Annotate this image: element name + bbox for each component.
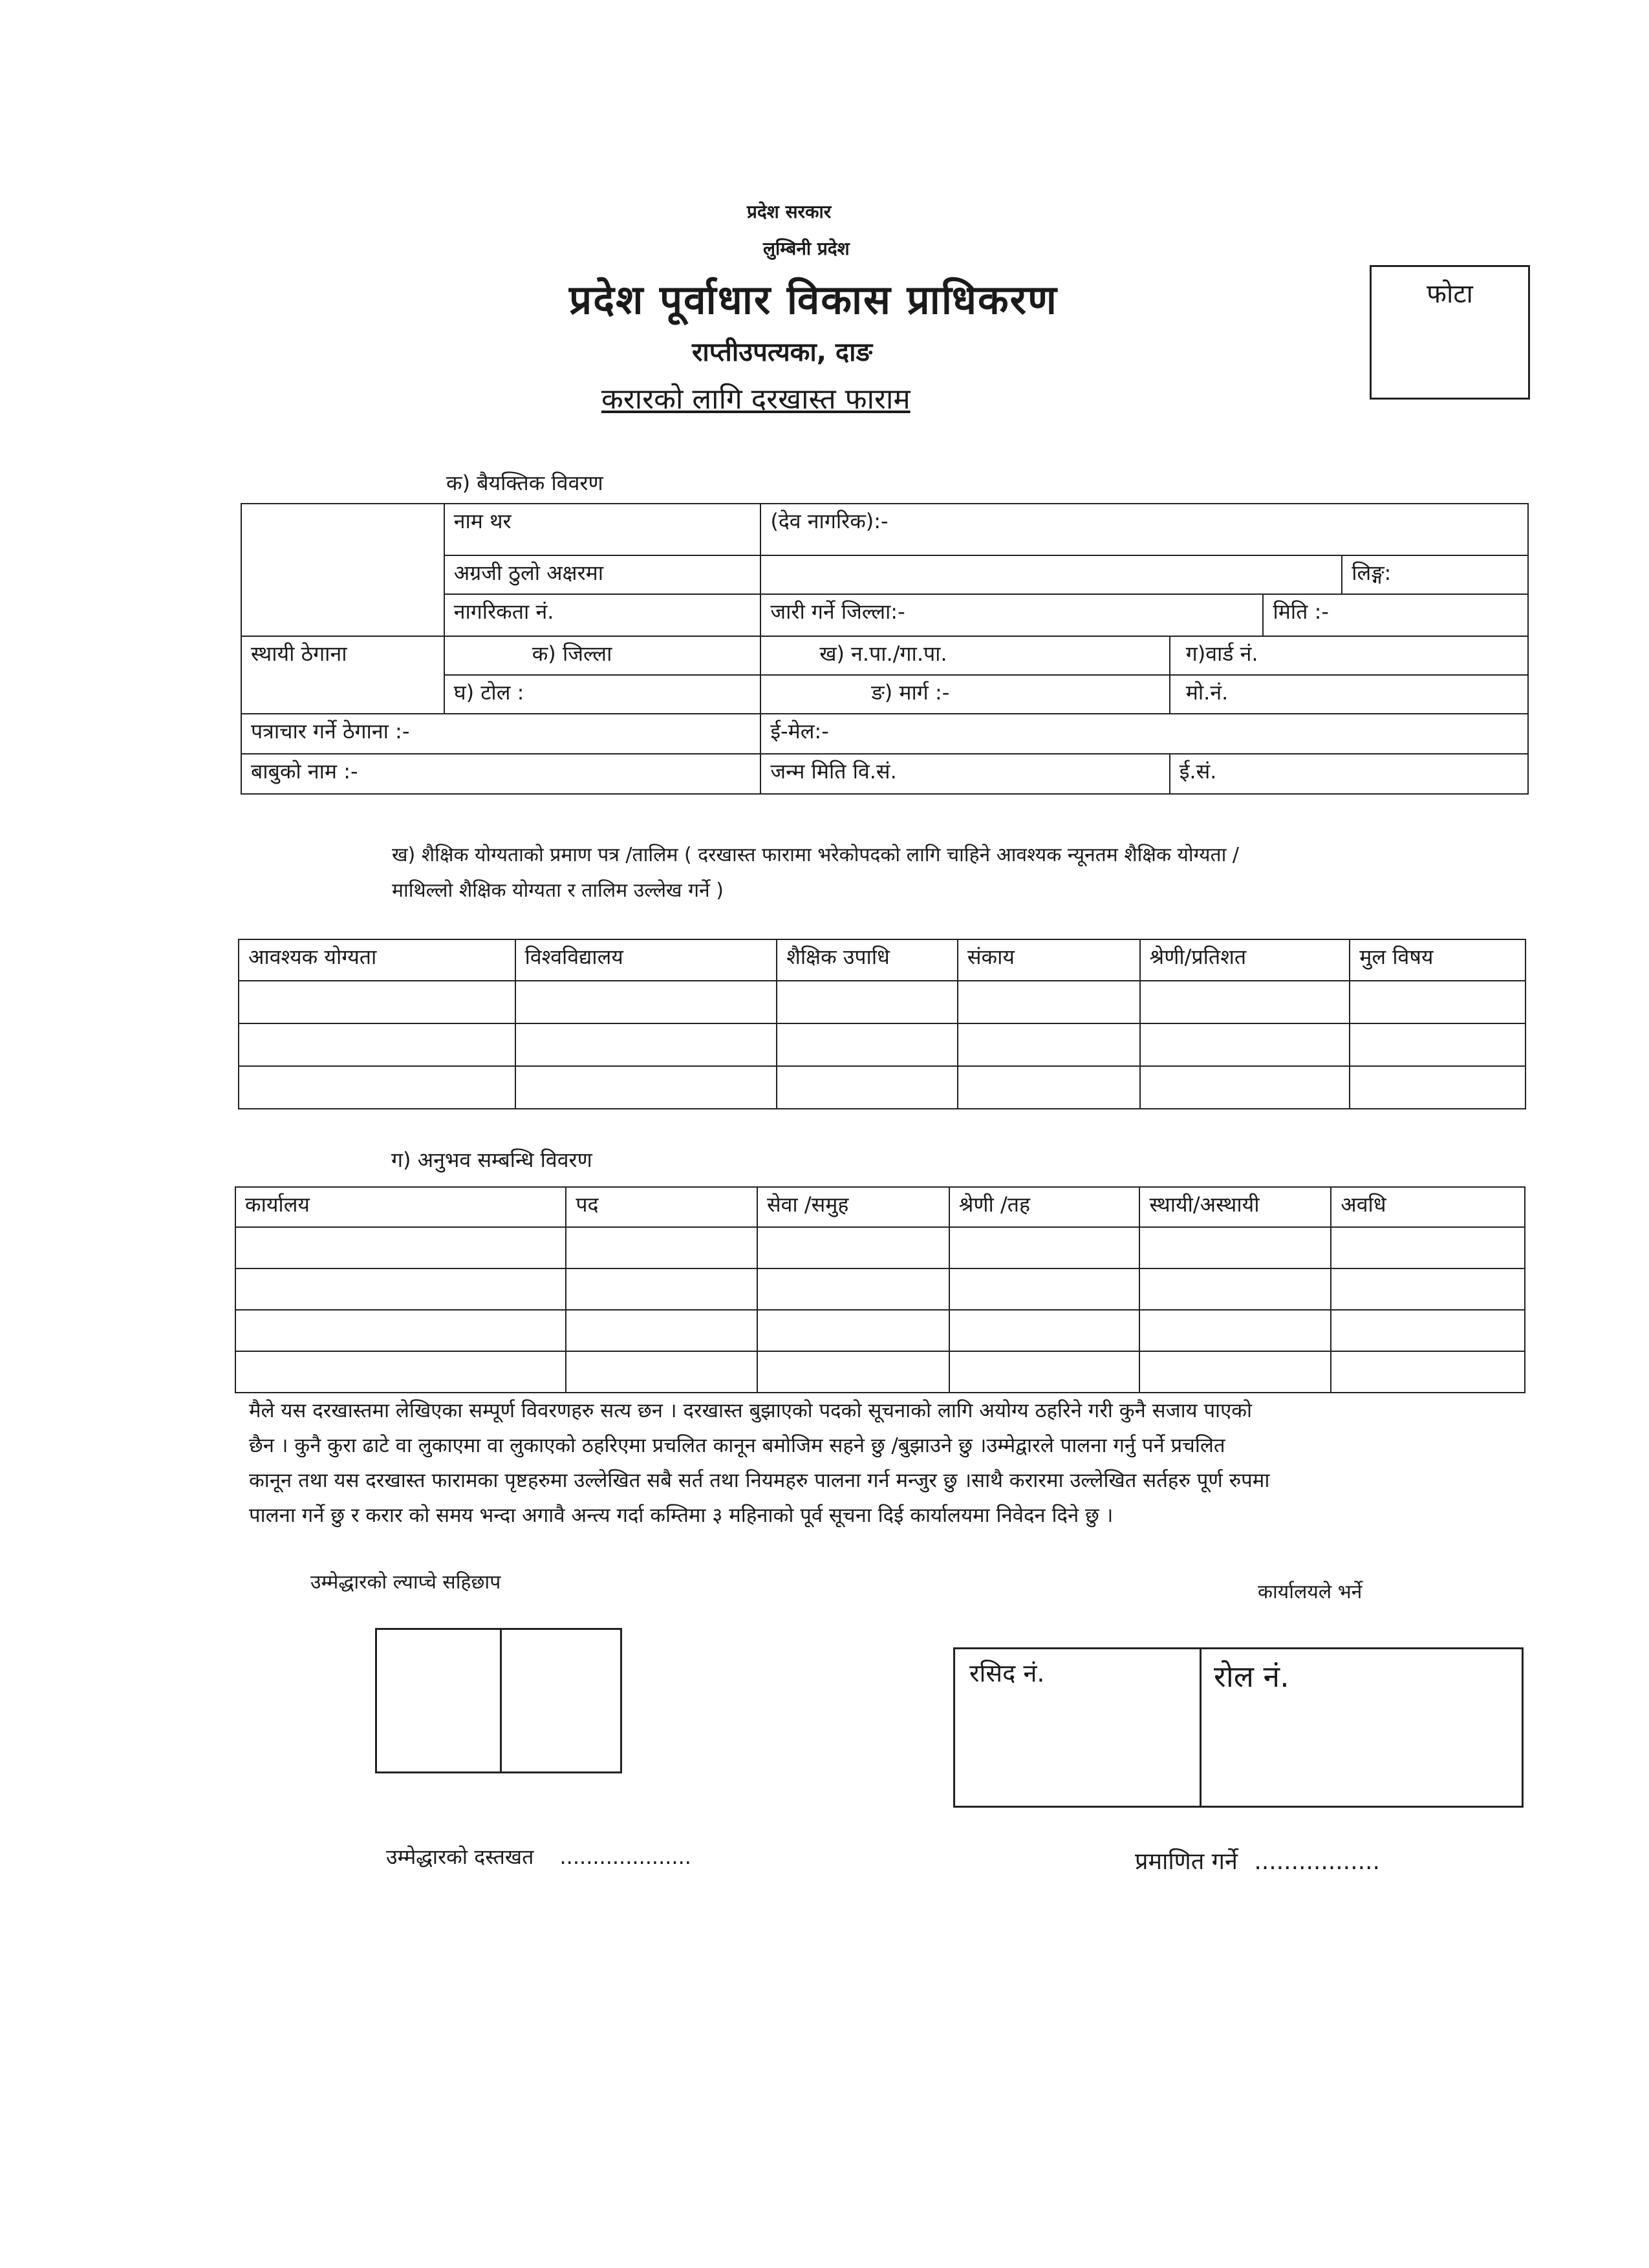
thumbprint-label: उम्मेद्धारको ल्याप्चे सहिछाप xyxy=(310,1571,501,1594)
verified-dots: ................. xyxy=(1254,1848,1380,1875)
govt-label: प्रदेश सरकार xyxy=(747,201,832,222)
table-cell[interactable] xyxy=(235,1268,566,1310)
name-label: नाम थर xyxy=(444,504,761,555)
verified-field[interactable] xyxy=(1135,1845,1380,1876)
form-title: करारको लागि दरखास्त फाराम xyxy=(601,383,911,416)
office-use-label: कार्यालयले भर्ने xyxy=(1258,1581,1363,1603)
table-cell[interactable] xyxy=(515,981,777,1023)
english-name-field[interactable] xyxy=(760,555,1342,594)
office-use-divider xyxy=(1200,1649,1202,1806)
roll-no-label: रोल नं. xyxy=(1214,1659,1289,1694)
exp-col-office: कार्यालय xyxy=(235,1187,566,1227)
table-cell[interactable] xyxy=(1140,1066,1350,1109)
declaration-line: छैन । कुनै कुरा ढाटे वा लुकाएमा वा लुकाएको ठहरिएमा प्रचलित कानून बमोजिम सहने छु /बुझाउने छु ।उम्मेद्वारले पालना गर्नु पर्ने प्रचलित xyxy=(249,1434,1225,1457)
exp-col-post: पद xyxy=(566,1187,757,1227)
thumbprint-divider xyxy=(500,1630,502,1771)
province-label: लुम्बिनी प्रदेश xyxy=(763,238,850,259)
municipality-label[interactable]: ख) न.पा./गा.पा. xyxy=(760,636,1169,675)
dob-bs-label[interactable]: जन्म मिति वि.सं. xyxy=(760,754,1169,794)
table-cell[interactable] xyxy=(1140,1023,1350,1066)
table-cell[interactable] xyxy=(1140,981,1350,1023)
district-label[interactable]: क) जिल्ला xyxy=(444,636,761,675)
exp-col-service: सेवा /समुह xyxy=(757,1187,949,1227)
correspondence-label[interactable]: पत्राचार गर्ने ठेगाना :- xyxy=(241,714,760,754)
gender-label[interactable]: लिङ्ग: xyxy=(1342,555,1528,594)
experience-heading: ग) अनुभव सम्बन्धि विवरण xyxy=(391,1148,592,1172)
table-cell[interactable] xyxy=(1350,981,1525,1023)
devanagari-label[interactable]: (देव नागरिक):- xyxy=(760,504,1528,555)
issue-date-label[interactable]: मिति :- xyxy=(1263,594,1528,636)
edu-col-degree: शैक्षिक उपाधि xyxy=(777,939,958,981)
signature-field[interactable] xyxy=(386,1843,691,1870)
table-cell[interactable] xyxy=(949,1351,1140,1393)
tole-label[interactable]: घ) टोल : xyxy=(444,675,761,714)
personal-table xyxy=(241,503,1529,795)
table-row xyxy=(235,1227,1525,1268)
table-cell[interactable] xyxy=(1139,1268,1331,1310)
table-cell[interactable] xyxy=(958,981,1140,1023)
table-cell[interactable] xyxy=(566,1310,757,1351)
thumbprint-box[interactable] xyxy=(375,1628,622,1773)
citizenship-label: नागरिकता नं. xyxy=(444,594,761,636)
ward-label[interactable]: ग)वार्ड नं. xyxy=(1170,636,1528,675)
table-cell[interactable] xyxy=(239,981,515,1023)
dob-ad-label[interactable]: ई.सं. xyxy=(1170,754,1528,794)
email-label[interactable]: ई-मेल:- xyxy=(760,714,1528,754)
exp-col-duration: अवधि xyxy=(1331,1187,1525,1227)
table-cell[interactable] xyxy=(1350,1023,1525,1066)
table-cell[interactable] xyxy=(239,1023,515,1066)
exp-col-status: स्थायी/अस्थायी xyxy=(1139,1187,1331,1227)
table-cell[interactable] xyxy=(515,1066,777,1109)
table-cell[interactable] xyxy=(757,1227,949,1268)
table-row xyxy=(235,1310,1525,1351)
table-cell[interactable] xyxy=(1331,1351,1525,1393)
photo-box xyxy=(1370,265,1530,400)
table-cell[interactable] xyxy=(949,1310,1140,1351)
table-cell[interactable] xyxy=(1139,1310,1331,1351)
edu-col-qualification: आवश्यक योग्यता xyxy=(239,939,515,981)
edu-col-division: श्रेणी/प्रतिशत xyxy=(1140,939,1350,981)
table-row xyxy=(239,981,1525,1023)
table-cell[interactable] xyxy=(1350,1066,1525,1109)
father-name-label[interactable]: बाबुको नाम :- xyxy=(241,754,760,794)
table-cell[interactable] xyxy=(949,1227,1140,1268)
education-table xyxy=(238,939,1526,1109)
authority-title: प्रदेश पूर्वाधार विकास प्राधिकरण xyxy=(569,276,1058,323)
table-cell[interactable] xyxy=(566,1351,757,1393)
table-cell[interactable] xyxy=(949,1268,1140,1310)
table-cell[interactable] xyxy=(958,1066,1140,1109)
table-cell[interactable] xyxy=(235,1351,566,1393)
verified-label: प्रमाणित गर्ने xyxy=(1135,1848,1238,1875)
marga-label[interactable]: ङ) मार्ग :- xyxy=(760,675,1169,714)
table-cell[interactable] xyxy=(235,1227,566,1268)
table-cell[interactable] xyxy=(566,1227,757,1268)
table-cell[interactable] xyxy=(958,1023,1140,1066)
declaration-line: कानून तथा यस दरखास्त फारामका पृष्टहरुमा उल्लेखित सबै सर्त तथा नियमहरु पालना गर्न मन्जुर छु ।साथै करारमा उल्लेखित सर्तहरु पूर्ण रुपमा xyxy=(249,1469,1270,1492)
table-cell[interactable] xyxy=(1331,1310,1525,1351)
exp-col-level: श्रेणी /तह xyxy=(949,1187,1140,1227)
office-use-box xyxy=(953,1647,1524,1808)
permanent-address-label: स्थायी ठेगाना xyxy=(241,636,444,714)
declaration-line: पालना गर्ने छु र करार को समय भन्दा अगावै अन्त्य गर्दा कम्तिमा ३ महिनाको पूर्व सूचना दिई कार्यालयमा निवेदन दिने छु । xyxy=(249,1504,1114,1527)
table-row xyxy=(239,1066,1525,1109)
table-cell[interactable] xyxy=(757,1268,949,1310)
table-cell[interactable] xyxy=(777,981,958,1023)
mobile-label[interactable]: मो.नं. xyxy=(1170,675,1528,714)
table-cell[interactable] xyxy=(777,1023,958,1066)
location-label: राप्तीउपत्यका, दाङ xyxy=(692,337,872,367)
edu-col-university: विश्वविद्यालय xyxy=(515,939,777,981)
table-row xyxy=(239,1023,1525,1066)
declaration-line: मैले यस दरखास्तमा लेखिएका सम्पूर्ण विवरणहरु सत्य छन । दरखास्त बुझाएको पदको सूचनाको लागि अयोग्य ठहरिने गरी कुनै सजाय पाएको xyxy=(249,1399,1253,1422)
education-heading-line2: माथिल्लो शैक्षिक योग्यता र तालिम उल्लेख गर्ने ) xyxy=(392,879,724,902)
table-cell[interactable] xyxy=(757,1351,949,1393)
table-cell[interactable] xyxy=(757,1310,949,1351)
table-cell[interactable] xyxy=(515,1023,777,1066)
signature-dots: .................... xyxy=(559,1845,691,1869)
photo-label: फोटा xyxy=(1427,279,1473,309)
experience-table xyxy=(235,1186,1525,1393)
english-caps-label: अग्रजी ठुलो अक्षरमा xyxy=(444,555,761,594)
table-cell[interactable] xyxy=(1331,1268,1525,1310)
education-heading-line1: ख) शैक्षिक योग्यताको प्रमाण पत्र /तालिम ( दरखास्त फारामा भरेकोपदको लागि चाहिने आवश्यक न्यूनतम शैक्षिक योग्यता / xyxy=(392,844,1240,866)
receipt-no-label: रसिद नं. xyxy=(969,1659,1045,1687)
signature-label: उम्मेद्धारको दस्तखत xyxy=(386,1845,534,1869)
personal-blank-cell xyxy=(241,504,444,636)
edu-col-major: मुल विषय xyxy=(1350,939,1525,981)
issued-district-label[interactable]: जारी गर्ने जिल्ला:- xyxy=(760,594,1263,636)
table-cell[interactable] xyxy=(1139,1351,1331,1393)
table-cell[interactable] xyxy=(235,1310,566,1351)
table-cell[interactable] xyxy=(566,1268,757,1310)
table-cell[interactable] xyxy=(1139,1227,1331,1268)
edu-col-faculty: संकाय xyxy=(958,939,1140,981)
personal-heading: क) बैयक्तिक विवरण xyxy=(446,471,603,495)
table-cell[interactable] xyxy=(239,1066,515,1109)
table-cell[interactable] xyxy=(777,1066,958,1109)
declaration-text xyxy=(249,1393,1536,1533)
table-row xyxy=(235,1268,1525,1310)
table-cell[interactable] xyxy=(1331,1227,1525,1268)
table-row xyxy=(235,1351,1525,1393)
